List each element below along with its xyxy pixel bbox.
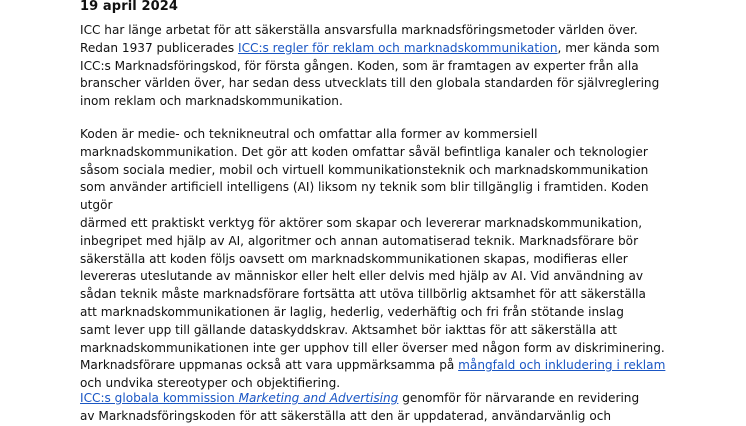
intro-line-1: ICC har länge arbetat för att säkerställa ansvarsfulla marknadsföringsmetoder världen över.: [80, 23, 638, 37]
scope-line: levereras uteslutande av människor eller helt eller delvis med hjälp av AI. Vid användning av: [80, 269, 644, 284]
scope-line: därmed ett praktiskt verktyg för aktörer som skapar och levererar marknadskommunikation,: [80, 215, 643, 230]
paragraph-code-scope: [80, 126, 680, 393]
commission-link-italic: Marketing and Advertising: [238, 391, 399, 405]
scope-line: marknadskommunikationen inte ger upphov till eller överser med någon form av diskriminering.: [80, 340, 665, 355]
publish-date: 19 april 2024: [80, 0, 179, 14]
intro-line-4: branscher världen över, har sedan dess utvecklats till den globala standarden för självreglering: [80, 76, 660, 91]
scope-line: inbegripet med hjälp av AI, algoritmer och annan automatiserad teknik. Marknadsförare bör: [80, 233, 639, 248]
intro-line-3: ICC:s Marknadsföringskod, för första gången. Koden, som är framtagen av experter från alla: [80, 58, 639, 73]
scope-line: marknadskommunikation. Det gör att koden omfattar såväl befintliga kanaler och teknologier: [80, 144, 648, 159]
paragraph-intro: [80, 22, 680, 111]
intro-line-2-start: Redan 1937 publicerades: [80, 40, 238, 55]
icc-rules-link[interactable]: ICC:s regler för reklam och marknadskommunikation: [238, 40, 558, 55]
commission-line-2: av Marknadsföringskoden för att säkerställa att den är uppdaterad, användarvänlig och: [80, 408, 612, 423]
commission-line-1-end: genomför för närvarande en revidering: [398, 391, 640, 405]
scope-line: sådan teknik måste marknadsförare fortsätta att utöva tillbörlig aktsamhet för att säkerställa: [80, 287, 646, 302]
scope-line: Koden är medie- och teknikneutral och omfattar alla former av kommersiell: [80, 127, 538, 141]
diversity-inclusion-link[interactable]: mångfald och inkludering i reklam: [458, 358, 666, 373]
scope-line-last-start: Marknadsförare uppmanas också att vara uppmärksamma på: [80, 358, 459, 373]
scope-line: som använder artificiell intelligens (AI) liksom ny teknik som blir tillgänglig i framtiden. Koden utgör: [80, 180, 649, 213]
intro-line-5: inom reklam och marknadskommunikation.: [80, 94, 343, 109]
scope-line: såsom sociala medier, mobil och virtuell kommunikationsteknik och marknadskommunikation: [80, 162, 649, 177]
scope-line-final: och undvika stereotyper och objektifiering.: [80, 376, 341, 391]
intro-line-2-end: , mer kända som: [557, 40, 660, 55]
scope-line: att marknadskommunikationen är laglig, hederlig, vederhäftig och fri från stötande inslag: [80, 304, 624, 319]
scope-line: säkerställa att koden följs oavsett om marknadskommunikationen skapas, modifieras eller: [80, 251, 628, 266]
icc-commission-link[interactable]: [80, 391, 398, 405]
commission-link-text: ICC:s globala kommission: [80, 391, 239, 405]
scope-line: samt lever upp till gällande dataskyddskrav. Aktsamhet bör iakttas för att säkerställa att: [80, 322, 618, 337]
paragraph-commission: [80, 390, 680, 426]
